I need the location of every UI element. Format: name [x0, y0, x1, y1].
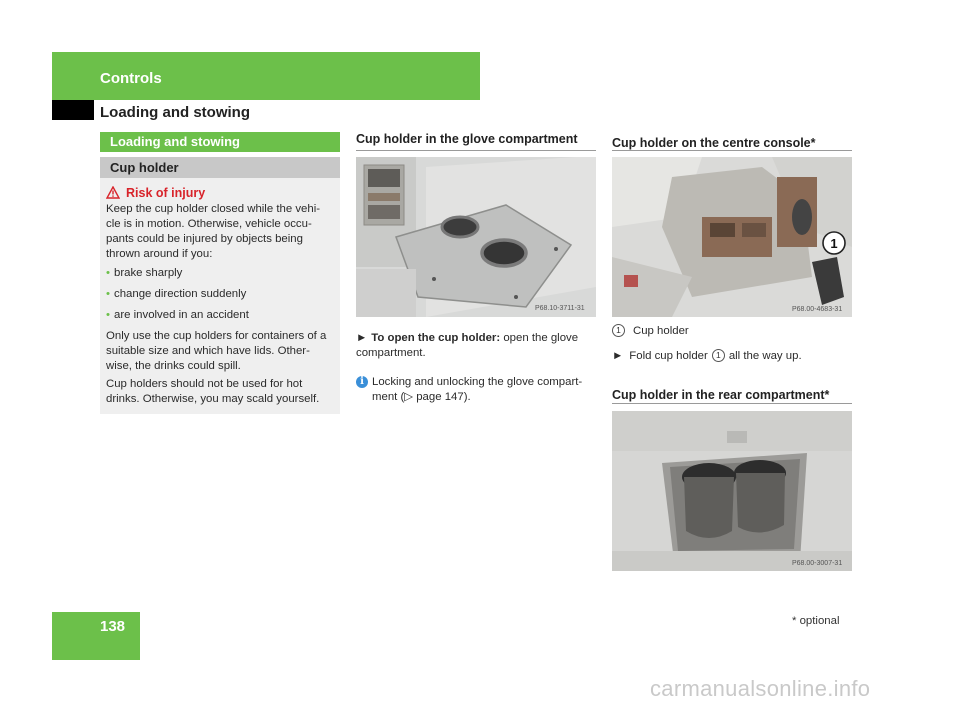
callout-circle-icon: 1 — [712, 349, 725, 362]
photo-reference-code: P68.10-3711-31 — [535, 305, 585, 312]
photo-reference-code: P68.00-3007-31 — [792, 560, 843, 567]
bullet-icon: • — [106, 267, 110, 279]
list-item: • change direction suddenly — [106, 288, 247, 300]
step-text-pre: Fold cup holder — [629, 349, 708, 362]
step-text-post: all the way up. — [728, 349, 802, 362]
page-number-box — [52, 612, 140, 660]
instruction-step — [356, 331, 596, 361]
list-item: • brake sharply — [106, 267, 183, 279]
callout-number: 1 — [830, 236, 838, 251]
photo-caption — [612, 324, 689, 337]
rear-compartment-heading: Cup holder in the rear compartment* — [612, 388, 830, 402]
watermark: carmanualsonline.info — [650, 676, 871, 701]
step-text: open the glove compartment. — [356, 332, 579, 359]
page-number: 138 — [100, 618, 126, 635]
header-tab-marker — [52, 100, 94, 120]
warning-triangle-icon — [106, 186, 120, 199]
warning-text: Keep the cup holder closed while the vehi-cle is in motion. Otherwise, vehicle occu-pants could be injured by objects being thrown around if you: — [106, 203, 321, 260]
warning-box — [100, 178, 340, 414]
section-bar: Loading and stowing — [100, 132, 340, 152]
header-section-label: Controls — [100, 70, 162, 87]
heading-rule — [356, 150, 596, 151]
subsection-bar: Cup holder — [100, 157, 340, 178]
glove-compartment-heading: Cup holder in the glove compartment — [356, 132, 578, 146]
photo-reference-code: P68.00-4683-31 — [792, 306, 843, 313]
footnote: * optional — [792, 615, 840, 627]
list-item: • are involved in an accident — [106, 309, 249, 321]
centre-console-photo — [612, 157, 852, 317]
step-arrow-icon: ► — [356, 332, 368, 344]
instruction-step — [612, 349, 802, 362]
warning-paragraph-containers: Only use the cup holders for containers of a suitable size and which have lids. Other-wise, the drinks could spill. — [106, 330, 327, 372]
info-note — [356, 375, 596, 405]
warning-paragraph-hot-drinks: Cup holders should not be used for hot drinks. Otherwise, you may scald yourself. — [106, 378, 320, 405]
info-note-text: Locking and unlocking the glove compart-ment (▷ page 147). — [372, 376, 583, 403]
step-arrow-icon: ► — [612, 349, 624, 362]
heading-rule — [612, 403, 852, 404]
bullet-icon: • — [106, 309, 110, 321]
glove-compartment-photo — [356, 157, 596, 317]
page-title: Loading and stowing — [100, 104, 250, 121]
callout-circle-icon: 1 — [612, 324, 625, 337]
bullet-icon: • — [106, 288, 110, 300]
info-icon: i — [356, 376, 368, 388]
step-lead: To open the cup holder: — [371, 332, 501, 344]
warning-heading — [106, 184, 334, 201]
rear-compartment-photo — [612, 411, 852, 571]
caption-text: Cup holder — [633, 324, 689, 337]
centre-console-heading: Cup holder on the centre console* — [612, 136, 816, 150]
warning-bullet-list — [106, 266, 334, 323]
heading-rule — [612, 150, 852, 151]
warning-title: Risk of injury — [126, 185, 206, 200]
